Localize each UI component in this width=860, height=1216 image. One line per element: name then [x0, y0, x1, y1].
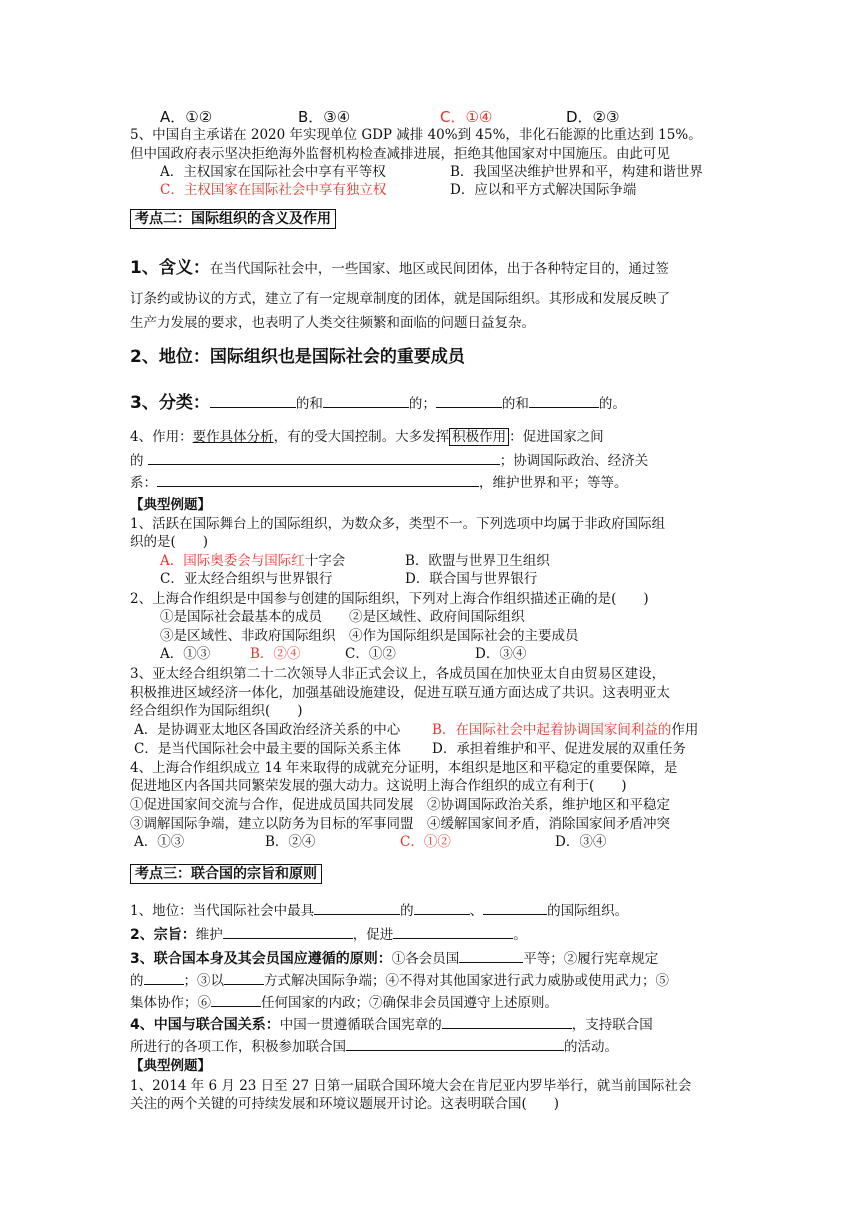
- q2-option-c: C．①②: [345, 646, 396, 662]
- example-heading: 【典型例题】: [130, 497, 211, 513]
- blank[interactable]: [211, 994, 261, 1007]
- q3-option-c: C．是当代国际社会中最主要的国际关系主体: [134, 741, 401, 757]
- option-a: A．①②: [160, 108, 213, 126]
- q2-statements-1: ①是国际社会最基本的成员 ②是区域性、政府间国际组织: [160, 609, 525, 625]
- option-d: D．②③: [566, 108, 620, 126]
- q1-stem-line1: 1、活跃在国际舞台上的国际组织，为数众多，类型不一。下列选项中均属于非政府国际组: [130, 516, 666, 532]
- q1-option-c: C．亚太经合组织与世界银行: [160, 571, 333, 587]
- q5-stem-line2: 但中国政府表示坚决拒绝海外监督机构检查减排进展，拒绝其他国家对中国施压。由此可见: [130, 146, 670, 162]
- q3-stem-line2: 积极推进区域经济一体化，加强基础设施建设，促进互联互通方面达成了共识。这表明亚太: [130, 685, 670, 701]
- blank[interactable]: [144, 972, 184, 985]
- q3-option-d: D．承担着维护和平、促进发展的双重任务: [432, 741, 686, 757]
- q3-option-b: B．在国际社会中起着协调国家间利益的作用: [432, 722, 699, 738]
- role-line2: 的 ；协调国际政治、经济关: [130, 453, 649, 469]
- role-line3: 系： ，维护世界和平；等等。: [130, 475, 628, 491]
- role-line1: 4、作用：要作具体分析，有的受大国控制。大多发挥 积极作用 ：促进国家之间: [130, 429, 604, 445]
- blank[interactable]: [436, 395, 502, 408]
- un-purpose-line: 2、宗旨：维护 ，促进 。: [130, 927, 527, 943]
- q2-stem: 2、上海合作组织是中国参与创建的国际组织，下列对上海合作组织描述正确的是( ): [130, 591, 649, 607]
- q3-option-a: A．是协调亚太地区各国政治经济关系的中心: [134, 722, 401, 738]
- q5-option-d: D．应以和平方式解决国际争端: [450, 182, 637, 198]
- example-heading-2: 【典型例题】: [130, 1058, 211, 1074]
- blank[interactable]: [157, 474, 479, 487]
- blank[interactable]: [148, 452, 500, 465]
- q1-option-a: A．国际奥委会与国际红十字会: [160, 553, 346, 569]
- definition-line1: 1、含义：在当代国际社会中，一些国家、地区或民间团体，出于各种特定目的，通过签: [130, 258, 669, 278]
- un-principles-line2: 的 ；③以 方式解决国际争端；④不得对其他国家进行武力威胁或使用武力；⑤: [130, 973, 669, 989]
- definition-line2: 订条约或协议的方式，建立了有一定规章制度的团体，就是国际组织。其形成和发展反映了: [130, 291, 670, 307]
- q4-statements-2: ③调解国际争端，建立以防务为目标的军事同盟 ④缓解国家间矛盾，消除国家间矛盾冲突: [130, 816, 670, 832]
- un-principles-line1: 3、联合国本身及其会员国应遵循的原则：①各会员国 平等；②履行宪章规定: [130, 951, 659, 967]
- un-principles-line3: 集体协作；⑥ 任何国家的内政；⑦确保非会员国遵守上述原则。: [130, 995, 558, 1011]
- blank[interactable]: [210, 395, 296, 408]
- blank[interactable]: [414, 902, 470, 915]
- q5-stem-line1: 5、中国自主承诺在 2020 年实现单位 GDP 减排 40%到 45%，非化石能源的比重达到 15%。: [130, 127, 702, 143]
- q4-stem-line1: 4、上海合作组织成立 14 年来取得的成就充分证明，本组织是地区和平稳定的重要保障，是: [130, 760, 678, 776]
- blank[interactable]: [314, 902, 400, 915]
- q4-option-d: D．③④: [555, 834, 607, 850]
- q1-option-b: B．欧盟与世界卫生组织: [405, 553, 550, 569]
- blank[interactable]: [346, 1038, 564, 1051]
- blank[interactable]: [529, 395, 599, 408]
- un-status-line: 1、地位：当代国际社会中最具 的 、 的国际组织。: [130, 903, 629, 919]
- q3-stem-line3: 经合组织作为国际组织( ): [130, 703, 303, 719]
- classification-line: 3、分类： 的和 的； 的和 的。: [130, 393, 626, 413]
- q2-statements-2: ③是区域性、非政府国际组织 ④作为国际组织是国际社会的主要成员: [160, 628, 579, 644]
- q4-option-a: A．①③: [134, 834, 185, 850]
- q-un-stem-line1: 1、2014 年 6 月 23 日至 27 日第一届联合国环境大会在肯尼亚内罗毕举行，就当前国际社会: [130, 1078, 692, 1094]
- blank[interactable]: [459, 950, 523, 963]
- q5-option-c: C．主权国家在国际社会中享有独立权: [160, 182, 387, 198]
- china-un-line2: 所进行的各项工作，积极参加联合国 的活动。: [130, 1039, 618, 1055]
- blank[interactable]: [483, 902, 547, 915]
- q1-stem-line2: 织的是( ): [130, 534, 209, 550]
- q4-option-c: C．①②: [400, 834, 451, 850]
- blank[interactable]: [223, 926, 353, 939]
- q4-statements-1: ①促进国家间交流与合作，促进成员国共同发展 ②协调国际政治关系，维护地区和平稳定: [130, 797, 670, 813]
- q5-option-a: A．主权国家在国际社会中享有平等权: [160, 164, 386, 180]
- q5-option-b: B．我国坚决维护世界和平，构建和谐世界: [450, 164, 703, 180]
- q4-option-b: B．②④: [265, 834, 316, 850]
- option-b: B．③④: [298, 108, 351, 126]
- q-un-stem-line2: 关注的两个关键的可持续发展和环境议题展开讨论。这表明联合国( ): [130, 1096, 560, 1112]
- q2-option-a: A．①③: [160, 646, 211, 662]
- definition-line3: 生产力发展的要求，也表明了人类交往频繁和面临的问题日益复杂。: [130, 315, 535, 331]
- blank[interactable]: [224, 972, 264, 985]
- blank[interactable]: [442, 1016, 572, 1029]
- status-line: 2、地位：国际组织也是国际社会的重要成员: [130, 347, 465, 367]
- q4-stem-line2: 促进地区内各国共同繁荣发展的强大动力。这说明上海合作组织的成立有利于( ): [130, 778, 627, 794]
- q1-option-d: D．联合国与世界银行: [405, 571, 538, 587]
- china-un-line1: 4、中国与联合国关系：中国一贯遵循联合国宪章的 ，支持联合国: [130, 1017, 653, 1033]
- blank[interactable]: [393, 926, 513, 939]
- option-c: C．①④: [440, 108, 493, 126]
- section2-title: 考点二：国际组织的含义及作用: [130, 210, 336, 228]
- q2-option-b: B．②④: [250, 646, 301, 662]
- q3-stem-line1: 3、亚太经合组织第二十二次领导人非正式会议上，各成员国在加快亚太自由贸易区建设，: [130, 666, 666, 682]
- blank[interactable]: [323, 395, 409, 408]
- q2-option-d: D．③④: [475, 646, 527, 662]
- section3-title: 考点三：联合国的宗旨和原则: [130, 865, 322, 883]
